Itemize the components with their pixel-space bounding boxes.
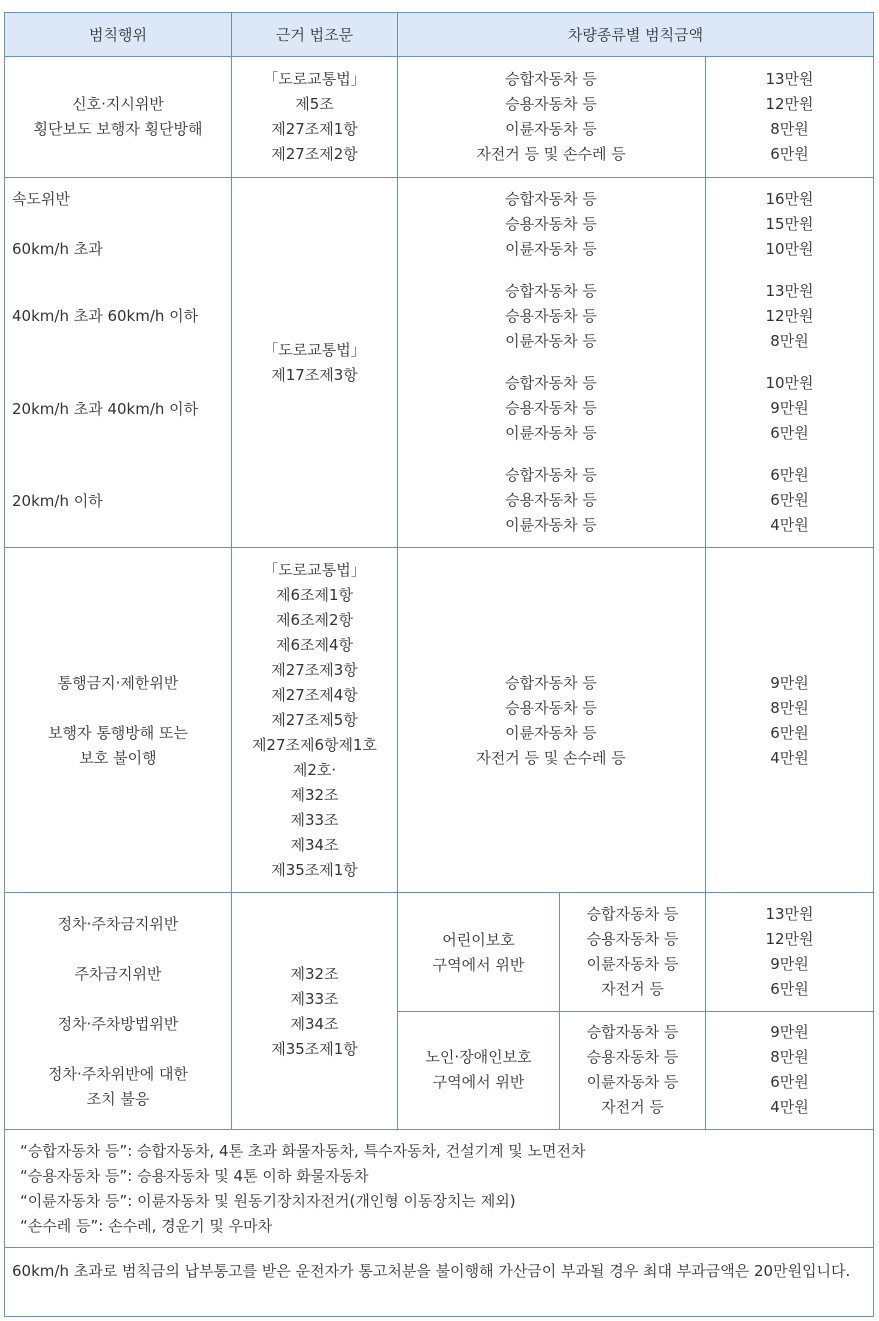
parking-law: 제35조제1항 <box>271 1040 358 1058</box>
note-line: “이륜자동차 등”: 이륜자동차 및 원동기장치자전거(개인형 이동장치는 제외) <box>20 1192 516 1210</box>
traffic-law: 제33조 <box>290 811 339 829</box>
traffic-amount: 8만원 <box>770 699 809 717</box>
traffic-vehicle: 이륜자동차 등 <box>505 724 597 742</box>
parking-vehicle: 이륜자동차 등 <box>586 955 679 973</box>
speed-vehicle: 승합자동차 등 <box>505 374 597 392</box>
speed-title: 속도위반 <box>12 190 70 208</box>
header-amount <box>397 12 874 57</box>
speed-amount: 12만원 <box>765 307 814 325</box>
speed-law-1: 「도로교통법」 <box>263 341 366 359</box>
speed-amount: 13만원 <box>765 282 814 300</box>
header-law <box>231 12 398 57</box>
traffic-law: 제32조 <box>290 786 339 804</box>
traffic-law: 제2호· <box>292 761 337 779</box>
traffic-violation-1: 통행금지·제한위반 <box>57 674 179 692</box>
traffic-violation-2: 보행자 통행방해 또는 <box>48 724 188 742</box>
speed-vehicle: 승용자동차 등 <box>505 491 597 509</box>
parking-violation: 정차·주차방법위반 <box>57 1015 179 1033</box>
speed-vehicle: 승용자동차 등 <box>505 307 597 325</box>
parking-amount: 9만원 <box>770 955 809 973</box>
speed-law-2: 제17조제3항 <box>271 366 358 384</box>
speed-amount: 6만원 <box>770 466 809 484</box>
traffic-law: 제6조제1항 <box>275 586 354 604</box>
speed-vehicle: 승합자동차 등 <box>505 466 597 484</box>
parking-violation: 조치 불응 <box>86 1090 150 1108</box>
speed-amount: 6만원 <box>770 424 809 442</box>
parking-violation: 정차·주차위반에 대한 <box>48 1065 188 1083</box>
traffic-law: 제6조제2항 <box>275 611 354 629</box>
parking-vehicle: 승용자동차 등 <box>586 930 679 948</box>
footnote: 60km/h 초과로 범칙금의 납부통고를 받은 운전자가 통고처분을 불이행해 가산금이 부과될 경우 최대 부과금액은 20만원입니다. <box>12 1262 851 1280</box>
traffic-vehicle: 승합자동차 등 <box>505 674 597 692</box>
parking-amount: 9만원 <box>770 1023 809 1041</box>
note-line: “손수레 등”: 손수레, 경운기 및 우마차 <box>20 1217 273 1235</box>
note-line: “승합자동차 등”: 승합자동차, 4톤 초과 화물자동차, 특수자동차, 건설기계 및 노면전차 <box>20 1142 586 1160</box>
traffic-vehicle: 자전거 등 및 손수레 등 <box>476 749 626 767</box>
speed-band-label-4: 20km/h 이하 <box>12 492 103 510</box>
signal-amount-1: 13만원 <box>765 70 814 88</box>
signal-law-1: 「도로교통법」 <box>263 70 366 88</box>
speed-vehicle: 승용자동차 등 <box>505 215 597 233</box>
signal-vehicle-4: 자전거 등 및 손수레 등 <box>476 145 626 163</box>
traffic-law: 제35조제1항 <box>271 861 358 879</box>
parking-amount: 8만원 <box>770 1048 809 1066</box>
header-violation <box>4 12 232 57</box>
signal-vehicle-1: 승합자동차 등 <box>505 70 597 88</box>
traffic-law: 「도로교통법」 <box>263 561 366 579</box>
header-amount-label: 차량종류별 범칙금액 <box>567 26 704 44</box>
traffic-law: 제27조제4항 <box>271 686 358 704</box>
definitions-notes <box>20 1139 586 1239</box>
parking-amount: 4만원 <box>770 1098 809 1116</box>
parking-vehicle: 승합자동차 등 <box>586 905 679 923</box>
speed-amount: 10만원 <box>765 240 814 258</box>
traffic-law: 제6조제4항 <box>275 636 354 654</box>
signal-vehicle-2: 승용자동차 등 <box>505 95 597 113</box>
speed-amount: 10만원 <box>765 374 814 392</box>
note-line: “승용자동차 등”: 승용자동차 및 4톤 이하 화물자동차 <box>20 1167 369 1185</box>
parking-zone-elderly: 구역에서 위반 <box>432 1073 525 1091</box>
speed-vehicle: 이륜자동차 등 <box>505 240 597 258</box>
traffic-amount: 9만원 <box>770 674 809 692</box>
speed-vehicle: 이륜자동차 등 <box>505 516 597 534</box>
parking-violation: 정차·주차금지위반 <box>57 915 179 933</box>
speed-vehicle: 승합자동차 등 <box>505 190 597 208</box>
signal-law-3: 제27조제1항 <box>271 120 358 138</box>
parking-zone-children: 어린이보호 <box>442 931 515 949</box>
signal-vehicle-3: 이륜자동차 등 <box>505 120 597 138</box>
parking-vehicle: 이륜자동차 등 <box>586 1073 679 1091</box>
speed-vehicle: 이륜자동차 등 <box>505 424 597 442</box>
speed-amount: 16만원 <box>765 190 814 208</box>
parking-zone-elderly: 노인·장애인보호 <box>425 1048 532 1066</box>
speed-band-label-2: 40km/h 초과 60km/h 이하 <box>12 307 199 325</box>
signal-amount-2: 12만원 <box>765 95 814 113</box>
traffic-amount: 6만원 <box>770 724 809 742</box>
signal-law-4: 제27조제2항 <box>271 145 358 163</box>
speed-amount: 9만원 <box>770 399 809 417</box>
parking-violation: 주차금지위반 <box>74 965 162 983</box>
traffic-law: 제34조 <box>290 836 339 854</box>
signal-amount-4: 6만원 <box>770 145 809 163</box>
parking-amount: 6만원 <box>770 1073 809 1091</box>
traffic-violation-3: 보호 불이행 <box>79 749 157 767</box>
traffic-amount: 4만원 <box>770 749 809 767</box>
parking-law: 제32조 <box>290 965 339 983</box>
parking-amount: 13만원 <box>765 905 814 923</box>
parking-amount: 6만원 <box>770 980 809 998</box>
parking-amount: 12만원 <box>765 930 814 948</box>
speed-vehicle: 승합자동차 등 <box>505 282 597 300</box>
signal-law-2: 제5조 <box>295 95 334 113</box>
parking-vehicle: 자전거 등 <box>601 1098 664 1116</box>
speed-band-label-3: 20km/h 초과 40km/h 이하 <box>12 400 199 418</box>
signal-violation-1: 신호·지시위반 <box>72 95 164 113</box>
traffic-vehicle: 승용자동차 등 <box>505 699 597 717</box>
speed-amount: 15만원 <box>765 215 814 233</box>
traffic-law: 제27조제3항 <box>271 661 358 679</box>
speed-band-label-1: 60km/h 초과 <box>12 240 103 258</box>
speed-vehicle: 이륜자동차 등 <box>505 332 597 350</box>
speed-amount: 8만원 <box>770 332 809 350</box>
traffic-law: 제27조제6항제1호 <box>251 736 378 754</box>
header-law-label: 근거 법조문 <box>275 26 354 44</box>
parking-zone-children: 구역에서 위반 <box>432 956 525 974</box>
traffic-law: 제27조제5항 <box>271 711 358 729</box>
signal-amount-3: 8만원 <box>770 120 809 138</box>
speed-amount: 6만원 <box>770 491 809 509</box>
parking-law: 제33조 <box>290 990 339 1008</box>
speed-vehicle: 승용자동차 등 <box>505 399 597 417</box>
parking-vehicle: 승합자동차 등 <box>586 1023 679 1041</box>
signal-violation-2: 횡단보도 보행자 횡단방해 <box>33 120 203 138</box>
parking-vehicle: 승용자동차 등 <box>586 1048 679 1066</box>
parking-law: 제34조 <box>290 1015 339 1033</box>
header-violation-label: 범칙행위 <box>89 26 147 44</box>
speed-amount: 4만원 <box>770 516 809 534</box>
parking-vehicle: 자전거 등 <box>601 980 664 998</box>
